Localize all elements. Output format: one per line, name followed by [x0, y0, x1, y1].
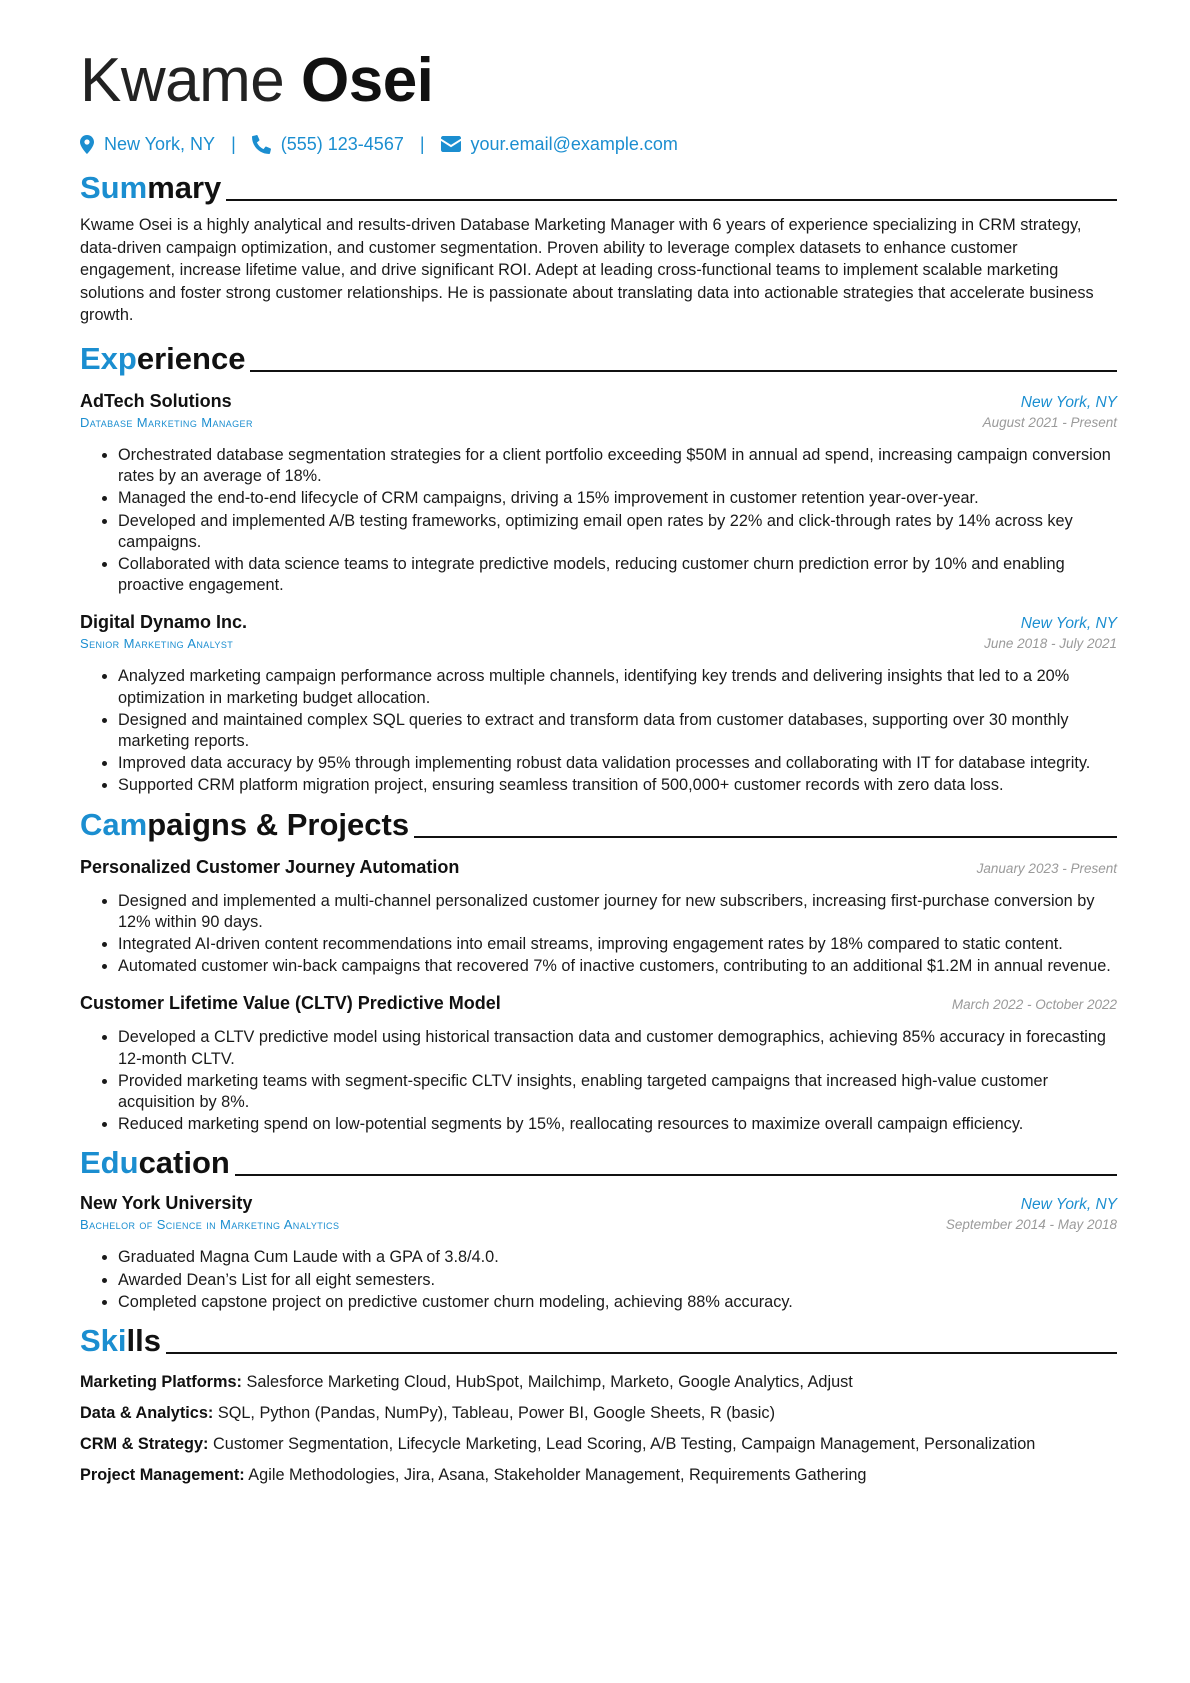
section-rule: [235, 1174, 1117, 1176]
map-pin-icon: [80, 135, 94, 154]
list-item: • Developed a CLTV predictive model using historical transaction data and customer demographics, achieving 85% accuracy in forecasting 12-month CLTV.: [118, 1027, 1117, 1069]
skill-row: [80, 1460, 1117, 1491]
company-name: Digital Dynamo Inc.: [80, 612, 248, 633]
list-item: • Orchestrated database segmentation strategies for a client portfolio exceeding $50M in annual ad spend, increasing campaign conversion rates by an average of 18%.: [118, 445, 1117, 487]
list-item: • Improved data accuracy by 95% through implementing robust data validation processes and collaborating with IT for database integrity.: [118, 753, 1117, 774]
job-location: New York, NY: [1020, 393, 1117, 411]
project-bullets: [80, 1027, 1117, 1135]
envelope-icon: [441, 136, 461, 152]
skills-heading: Skills: [80, 1323, 1117, 1359]
education-dates: September 2014 - May 2018: [945, 1217, 1117, 1233]
section-rule: [250, 370, 1117, 372]
school-name: New York University: [80, 1193, 253, 1214]
project-bullets: [80, 891, 1117, 978]
degree-name: Bachelor of Science in Marketing Analytics: [80, 1217, 340, 1233]
job-title: Senior Marketing Analyst: [80, 636, 234, 652]
job-location: New York, NY: [1020, 615, 1117, 633]
list-item: • Reduced marketing spend on low-potential segments by 15%, reallocating resources to maximize overall campaign efficiency.: [118, 1114, 1117, 1135]
skill-label: Marketing Platforms:: [80, 1373, 242, 1392]
list-item: • Supported CRM platform migration project, ensuring seamless transition of 500,000+ customer records with zero data loss.: [118, 775, 1117, 796]
resume-page: [80, 44, 1117, 1491]
phone-text: (555) 123-4567: [280, 133, 404, 154]
contact-email[interactable]: [441, 134, 678, 155]
summary-text: Kwame Osei is a highly analytical and results-driven Database Marketing Manager with 6 years of experience specializing in CRM strategy, data-driven campaign optimization, and customer segmentation. Proven ability to leverage complex datasets to enhance customer engagement, increase lifetime value, and drive significant ROI. Adept at leading cross-functional teams to implement scalable marketing solutions and foster strong customer relationships. He is passionate about translating data into actionable strategies that accelerate business growth.: [80, 216, 1094, 325]
skill-row: [80, 1429, 1117, 1460]
skill-row: [80, 1398, 1117, 1429]
location-text: New York, NY: [104, 133, 216, 154]
list-item: • Automated customer win-back campaigns that recovered 7% of inactive customers, contributing to an additional $1.2M in annual revenue.: [118, 956, 1117, 977]
first-name: Kwame: [80, 46, 285, 115]
contact-bar: [80, 132, 1117, 156]
phone-icon: [252, 135, 271, 154]
job-entry: [80, 389, 1117, 596]
list-item: • Analyzed marketing campaign performance across multiple channels, identifying key trends and delivering insights that led to a 20% optimization in marketing budget allocation.: [118, 666, 1117, 708]
project-entry: [80, 855, 1117, 978]
education-entry: [80, 1191, 1117, 1313]
education-heading: Education: [80, 1145, 1117, 1181]
job-dates: June 2018 - July 2021: [984, 636, 1117, 652]
projects-heading: Campaigns & Projects: [80, 807, 1117, 843]
project-dates: March 2022 - October 2022: [951, 997, 1117, 1013]
list-item: • Designed and implemented a multi-channel personalized customer journey for new subscribers, increasing first-purchase conversion by 12% within 90 days.: [118, 891, 1117, 933]
skill-label: Data & Analytics:: [80, 1404, 214, 1423]
skill-label: Project Management:: [80, 1466, 245, 1485]
candidate-name: [80, 44, 1117, 118]
list-item: • Developed and implemented A/B testing frameworks, optimizing email open rates by 22% and click-through rates by 14% across key campaigns.: [118, 511, 1117, 553]
skills-list: [80, 1367, 1117, 1491]
job-bullets: [80, 445, 1117, 596]
school-location: New York, NY: [1020, 1196, 1117, 1214]
skill-value: Customer Segmentation, Lifecycle Marketing, Lead Scoring, A/B Testing, Campaign Management, Personalization: [213, 1435, 1036, 1454]
list-item: • Designed and maintained complex SQL queries to extract and transform data from customer databases, supporting over 30 monthly marketing reports.: [118, 710, 1117, 752]
list-item: • Completed capstone project on predictive customer churn modeling, achieving 88% accuracy.: [118, 1292, 1117, 1313]
education-bullets: [80, 1247, 1117, 1313]
skill-value: Salesforce Marketing Cloud, HubSpot, Mailchimp, Marketo, Google Analytics, Adjust: [246, 1373, 853, 1392]
last-name: Osei: [300, 46, 434, 115]
list-item: • Managed the end-to-end lifecycle of CRM campaigns, driving a 15% improvement in customer retention year-over-year.: [118, 488, 1117, 509]
contact-phone[interactable]: [252, 134, 404, 155]
section-rule: [414, 836, 1117, 838]
project-dates: January 2023 - Present: [976, 860, 1117, 876]
experience-heading: Experience: [80, 341, 1117, 377]
summary-heading: Summary: [80, 170, 1117, 206]
list-item: • Awarded Dean’s List for all eight semesters.: [118, 1270, 1117, 1291]
list-item: • Provided marketing teams with segment-specific CLTV insights, enabling targeted campaigns that increased high-value customer acquisition by 8%.: [118, 1071, 1117, 1113]
project-entry: [80, 991, 1117, 1135]
skill-label: CRM & Strategy:: [80, 1435, 209, 1454]
list-item: • Collaborated with data science teams to integrate predictive models, reducing customer churn prediction error by 10% and enabling proactive engagement.: [118, 554, 1117, 596]
job-entry: [80, 610, 1117, 796]
email-text: your.email@example.com: [470, 133, 678, 154]
job-dates: August 2021 - Present: [982, 414, 1117, 430]
skill-row: [80, 1367, 1117, 1398]
contact-separator: |: [419, 133, 425, 154]
list-item: • Integrated AI-driven content recommendations into email streams, improving engagement rates by 18% compared to static content.: [118, 934, 1117, 955]
contact-separator: |: [231, 133, 236, 154]
contact-location: [80, 134, 215, 155]
project-title: Personalized Customer Journey Automation: [80, 856, 460, 877]
skill-value: Agile Methodologies, Jira, Asana, Stakeholder Management, Requirements Gathering: [248, 1466, 867, 1485]
company-name: AdTech Solutions: [80, 390, 232, 411]
list-item: • Graduated Magna Cum Laude with a GPA of 3.8/4.0.: [118, 1247, 1117, 1268]
project-title: Customer Lifetime Value (CLTV) Predictive Model: [80, 993, 501, 1014]
section-rule: [226, 199, 1117, 201]
skill-value: SQL, Python (Pandas, NumPy), Tableau, Power BI, Google Sheets, R (basic): [217, 1404, 775, 1423]
job-title: Database Marketing Manager: [80, 414, 253, 430]
job-bullets: [80, 666, 1117, 796]
section-rule: [166, 1352, 1117, 1354]
